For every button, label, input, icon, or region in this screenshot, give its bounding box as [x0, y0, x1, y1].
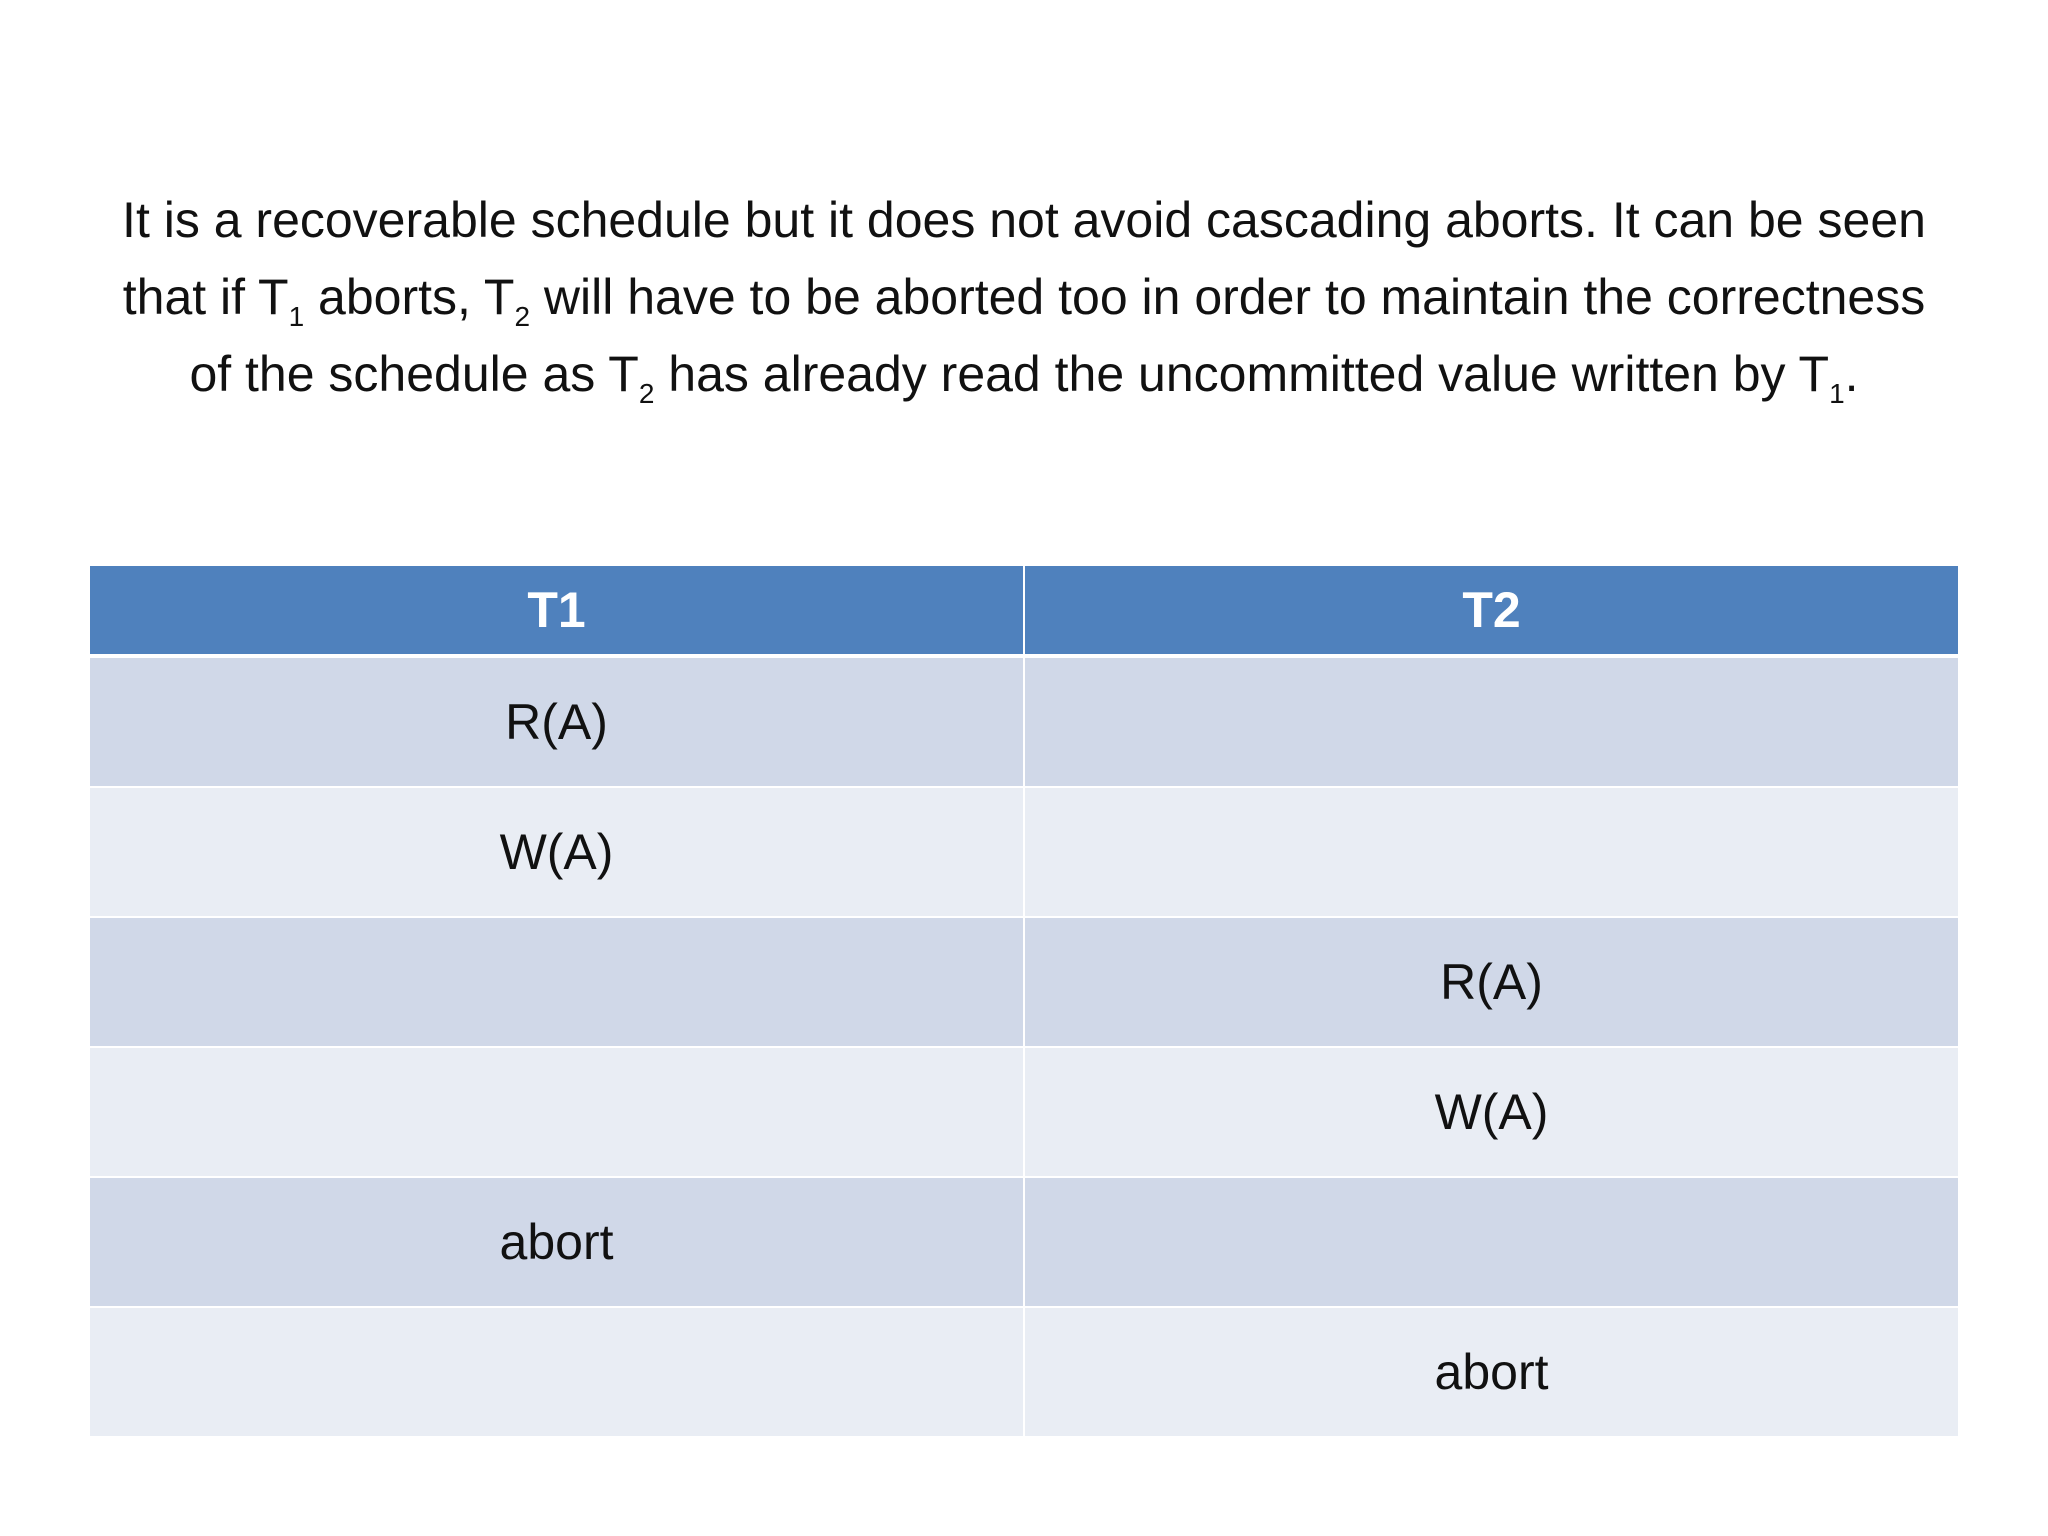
table-header-row — [90, 566, 1958, 656]
table-row — [90, 656, 1958, 787]
subscript-4: 1 — [1829, 378, 1845, 409]
table-cell: abort — [90, 1177, 1024, 1307]
paragraph-text-4: has already read the uncommitted value written by T — [654, 346, 1830, 402]
table-row — [90, 1177, 1958, 1307]
table-cell — [1024, 1177, 1958, 1307]
table-row — [90, 1047, 1958, 1177]
subscript-1: 1 — [288, 301, 305, 332]
paragraph-text-5: . — [1844, 346, 1859, 402]
table-cell — [90, 1307, 1024, 1437]
subscript-3: 2 — [638, 378, 655, 409]
header-t2: T2 — [1024, 566, 1958, 656]
table-cell: W(A) — [1024, 1047, 1958, 1177]
paragraph-text-2: aborts, T — [304, 269, 515, 325]
subscript-2: 2 — [514, 301, 531, 332]
table-row — [90, 917, 1958, 1047]
table-cell: R(A) — [90, 656, 1024, 787]
paragraph-text-3: will have to be aborted too in order to maintain the correctness of the schedule as T — [189, 269, 1926, 402]
table-cell: R(A) — [1024, 917, 1958, 1047]
paragraph-text-1: It is a recoverable schedule but it does not avoid cascading aborts. It can be seen that if T — [122, 192, 1926, 325]
table-cell — [1024, 656, 1958, 787]
table-cell: abort — [1024, 1307, 1958, 1437]
table-cell: W(A) — [90, 787, 1024, 917]
table-row — [90, 1307, 1958, 1437]
table-cell — [1024, 787, 1958, 917]
header-t1: T1 — [90, 566, 1024, 656]
table-row — [90, 787, 1958, 917]
schedule-table — [90, 566, 1958, 1438]
table-cell — [90, 917, 1024, 1047]
explanation-paragraph — [120, 182, 1928, 413]
table-cell — [90, 1047, 1024, 1177]
